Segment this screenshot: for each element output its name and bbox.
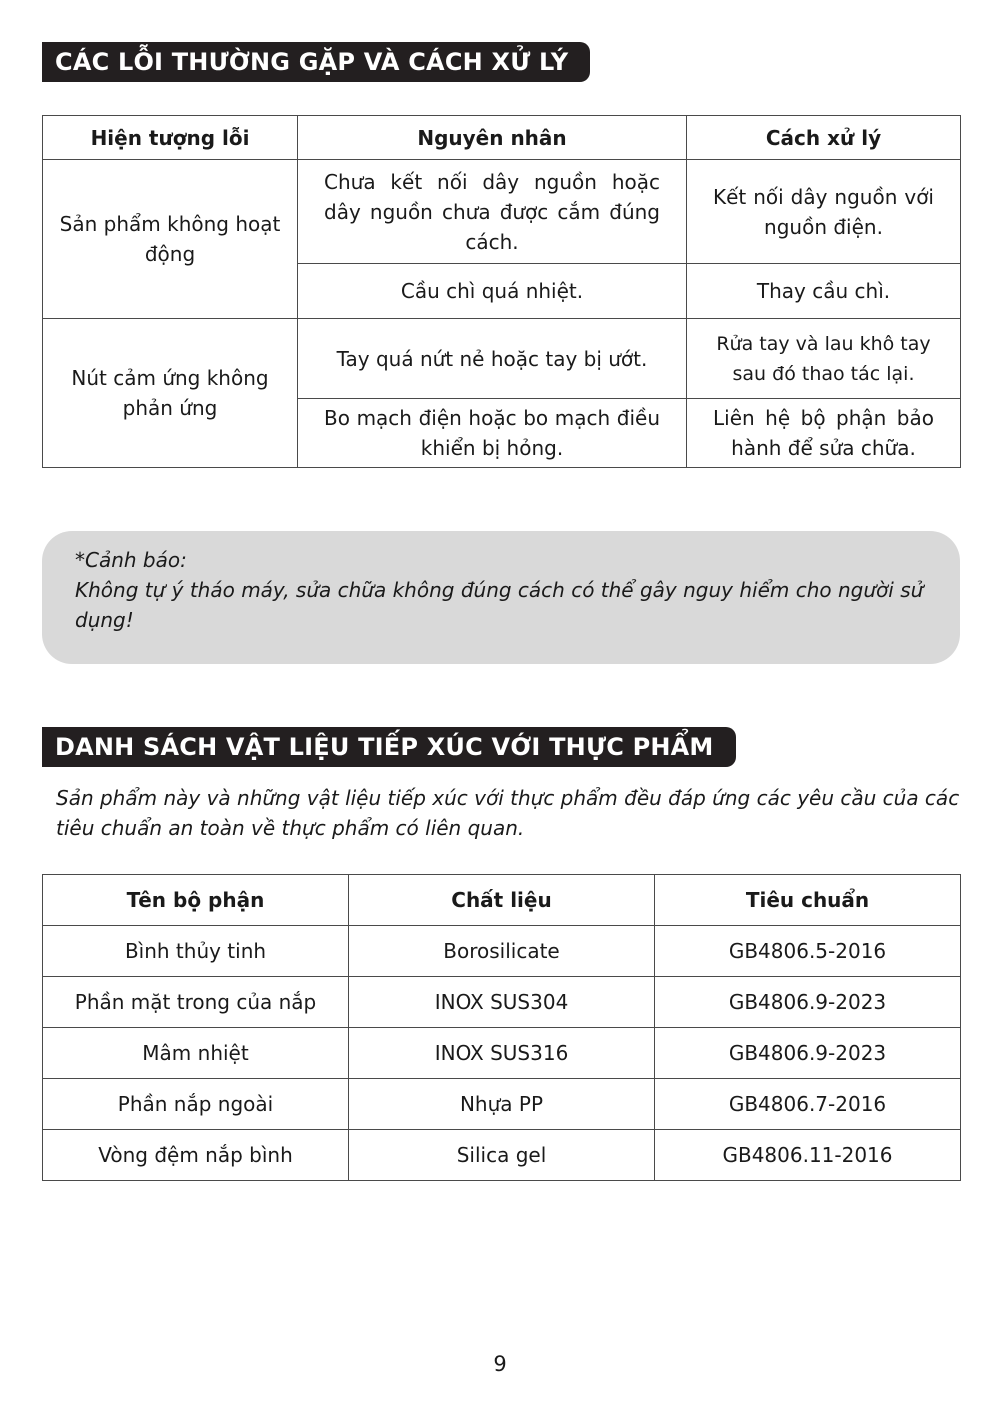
material-cell: Borosilicate [349,926,655,977]
material-cell: INOX SUS304 [349,977,655,1028]
table-row [43,977,961,1028]
column-header: Hiện tượng lỗi [43,116,298,160]
solution-cell: Thay cầu chì. [687,264,961,319]
table-row [43,1130,961,1181]
material-cell: INOX SUS316 [349,1028,655,1079]
table-row [43,926,961,977]
page-number: 9 [493,1352,507,1376]
standard-cell: GB4806.9-2023 [655,1028,961,1079]
part-name-cell: Phần mặt trong của nắp [43,977,349,1028]
cause-cell: Cầu chì quá nhiệt. [298,264,687,319]
warning-title: *Cảnh báo: [75,548,187,572]
solution-cell: Rửa tay và lau khô tay sau đó thao tác lại. [687,319,961,399]
material-cell: Silica gel [349,1130,655,1181]
error-table [42,115,961,468]
standard-cell: GB4806.7-2016 [655,1079,961,1130]
cause-cell: Chưa kết nối dây nguồn hoặc dây nguồn chưa được cắm đúng cách. [298,160,687,264]
table-header-row [43,875,961,926]
standard-cell: GB4806.11-2016 [655,1130,961,1181]
symptom-cell: Nút cảm ứng không phản ứng [43,319,298,468]
material-table [42,874,961,1181]
table-header-row [43,116,961,160]
standard-cell: GB4806.9-2023 [655,977,961,1028]
part-name-cell: Bình thủy tinh [43,926,349,977]
materials-intro: Sản phẩm này và những vật liệu tiếp xúc với thực phẩm đều đáp ứng các yêu cầu của các tiêu chuẩn an toàn về thực phẩm có liên quan. [56,786,960,840]
part-name-cell: Mâm nhiệt [43,1028,349,1079]
column-header: Tiêu chuẩn [655,875,961,926]
column-header: Chất liệu [349,875,655,926]
warning-text: Không tự ý tháo máy, sửa chữa không đúng cách có thể gây nguy hiểm cho người sử dụng! [75,578,924,632]
part-name-cell: Phần nắp ngoài [43,1079,349,1130]
errors-section-title: CÁC LỖI THƯỜNG GẶP VÀ CÁCH XỬ LÝ [42,42,590,82]
table-row [43,1079,961,1130]
column-header: Tên bộ phận [43,875,349,926]
solution-cell: Liên hệ bộ phận bảo hành để sửa chữa. [687,399,961,468]
material-cell: Nhựa PP [349,1079,655,1130]
standard-cell: GB4806.5-2016 [655,926,961,977]
column-header: Cách xử lý [687,116,961,160]
part-name-cell: Vòng đệm nắp bình [43,1130,349,1181]
cause-cell: Tay quá nứt nẻ hoặc tay bị ướt. [298,319,687,399]
table-row [43,1028,961,1079]
materials-section-title: DANH SÁCH VẬT LIỆU TIẾP XÚC VỚI THỰC PHẨM [42,727,736,767]
symptom-cell: Sản phẩm không hoạt động [43,160,298,319]
table-row [43,319,961,399]
solution-cell: Kết nối dây nguồn với nguồn điện. [687,160,961,264]
cause-cell: Bo mạch điện hoặc bo mạch điều khiển bị hỏng. [298,399,687,468]
warning-box [42,531,960,664]
table-row [43,160,961,264]
column-header: Nguyên nhân [298,116,687,160]
